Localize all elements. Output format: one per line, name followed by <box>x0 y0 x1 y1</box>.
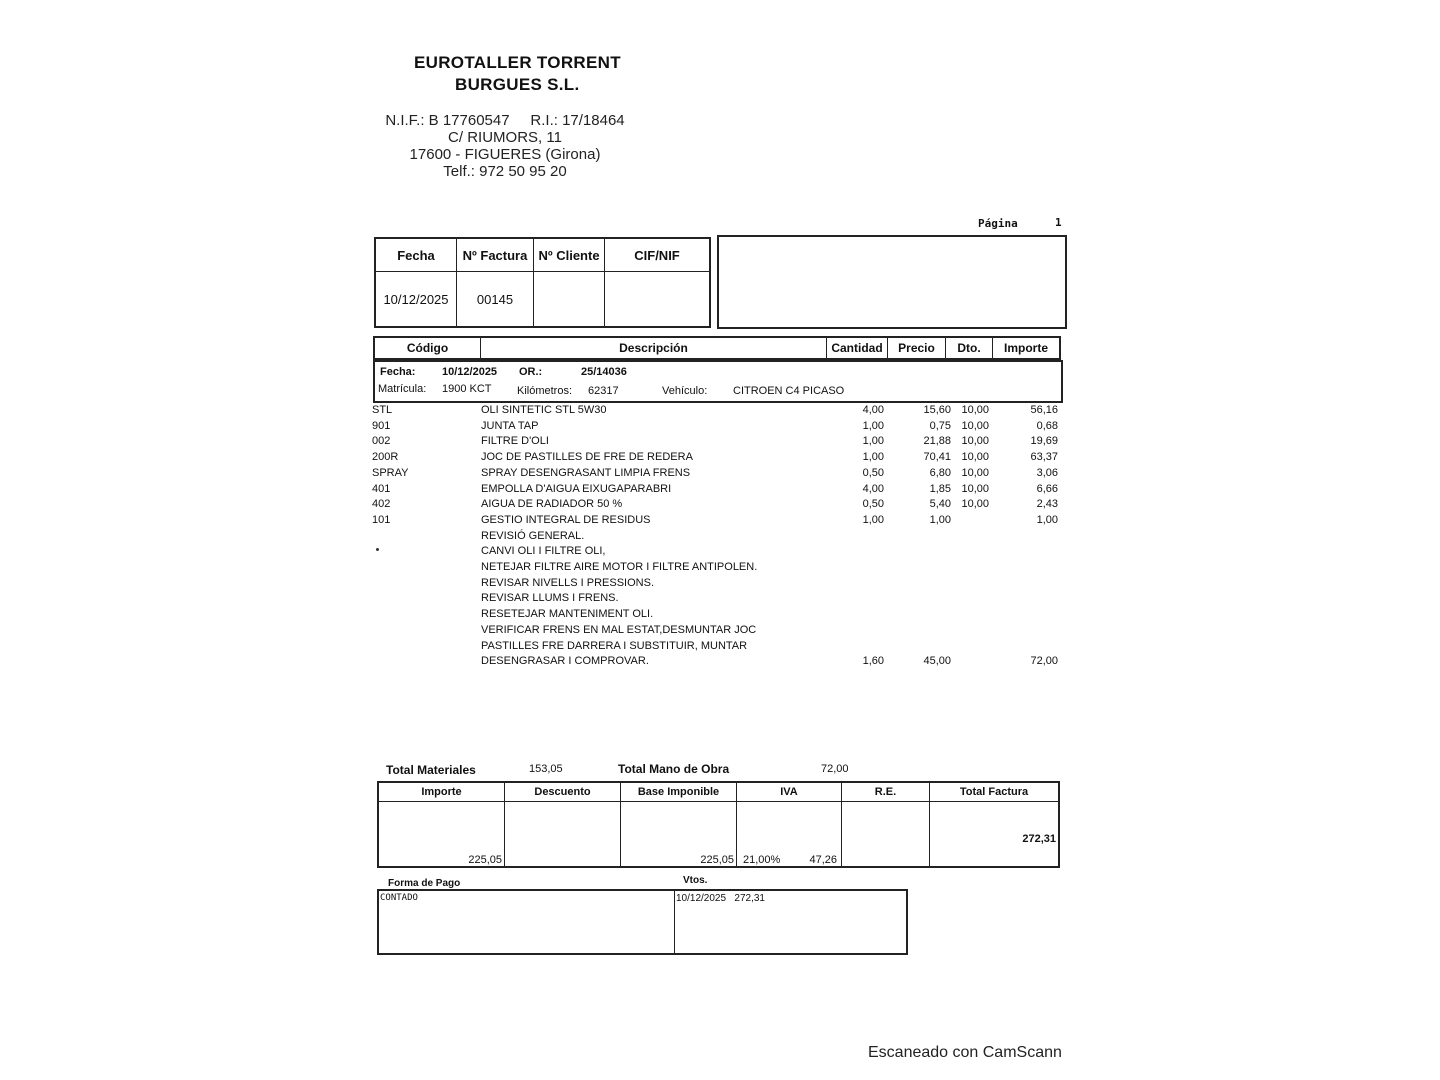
importe-value: 225,05 <box>378 802 505 868</box>
line-dto: 10,00 <box>961 498 989 511</box>
company-name-line1: EUROTALLER TORRENT <box>414 53 621 72</box>
line-amount: 1,00 <box>1036 513 1058 526</box>
line-amount: 56,16 <box>1030 404 1058 416</box>
line-desc: SPRAY DESENGRASANT LIMPIA FRENS <box>481 466 691 479</box>
line-desc: DESENGRASAR I COMPROVAR. <box>481 655 649 668</box>
factura-label: Nº Factura <box>457 238 534 272</box>
vto-cell <box>675 890 908 954</box>
company-name-line2: BURGUES S.L. <box>455 75 580 94</box>
re-label: R.E. <box>842 782 930 802</box>
line-desc: OLI SINTETIC STL 5W30 <box>481 404 607 416</box>
line-desc: REVISAR LLUMS I FRENS. <box>481 592 619 605</box>
col-dto: Dto. <box>946 337 993 359</box>
col-cantidad: Cantidad <box>827 337 888 359</box>
veh-km: 62317 <box>588 385 619 397</box>
scanner-watermark: Escaneado con CamScann <box>868 1044 1062 1061</box>
total-mano-obra: 72,00 <box>821 763 849 775</box>
line-code: SPRAY <box>372 466 409 479</box>
payment-table <box>377 889 908 955</box>
col-precio: Precio <box>888 337 946 359</box>
line-qty: 1,60 <box>862 655 884 668</box>
veh-vehiculo-label: Vehículo: <box>662 385 708 397</box>
line-code: 402 <box>372 498 391 511</box>
factura-value: 00145 <box>457 272 534 328</box>
line-desc: EMPOLLA D'AIGUA EIXUGAPARABRI <box>481 482 672 495</box>
line-qty: 1,00 <box>862 513 884 526</box>
line-amount: 0,68 <box>1036 419 1058 432</box>
line-price: 1,85 <box>929 482 951 495</box>
line-qty: 4,00 <box>862 482 884 495</box>
total-materiales: 153,05 <box>529 763 563 775</box>
line-code: 200R <box>372 451 399 464</box>
line-dto: 10,00 <box>961 466 989 479</box>
line-price: 45,00 <box>923 655 951 668</box>
line-qty: 1,00 <box>862 419 884 432</box>
iva-percent: 21,00% <box>743 854 781 866</box>
fecha-label: Fecha <box>375 238 457 272</box>
vtos-label: Vtos. <box>683 875 708 886</box>
line-code: 002 <box>372 435 391 448</box>
veh-fecha: 10/12/2025 <box>442 366 498 378</box>
line-desc: AIGUA DE RADIADOR 50 % <box>481 498 623 511</box>
line-amount: 72,00 <box>1030 655 1058 668</box>
line-qty: 4,00 <box>862 404 884 416</box>
line-code: 401 <box>372 482 391 495</box>
line-qty: 0,50 <box>862 466 884 479</box>
line-dto: 10,00 <box>961 404 989 416</box>
descuento-label: Descuento <box>505 782 621 802</box>
line-desc: RESETEJAR MANTENIMENT OLI. <box>481 608 654 621</box>
cliente-value <box>534 272 605 328</box>
forma-pago-label: Forma de Pago <box>388 878 461 889</box>
line-desc: JOC DE PASTILLES DE FRE DE REDERA <box>481 451 693 464</box>
line-code: STL <box>372 404 393 416</box>
line-desc: REVISIÓ GENERAL. <box>481 529 585 542</box>
veh-or-label: OR.: <box>519 366 543 378</box>
scan-mark <box>376 548 379 551</box>
line-price: 5,40 <box>929 498 951 511</box>
line-dto: 10,00 <box>961 482 989 495</box>
vto-amount: 272,31 <box>734 893 765 904</box>
page-label: Página <box>978 217 1018 230</box>
veh-or: 25/14036 <box>581 366 627 378</box>
line-desc: VERIFICAR FRENS EN MAL ESTAT,DESMUNTAR JOC <box>481 623 757 636</box>
line-amount: 3,06 <box>1036 466 1058 479</box>
veh-fecha-label: Fecha: <box>380 366 416 378</box>
line-price: 15,60 <box>923 404 951 416</box>
company-address <box>380 112 630 180</box>
lines-column-header <box>373 336 1061 360</box>
col-importe: Importe <box>993 337 1061 359</box>
line-amount: 6,66 <box>1036 482 1058 495</box>
company-phone: Telf.: 972 50 95 20 <box>443 163 567 180</box>
line-price: 21,88 <box>923 435 951 448</box>
descuento-value <box>505 802 621 868</box>
line-amount: 19,69 <box>1030 435 1058 448</box>
line-price: 1,00 <box>929 513 951 526</box>
forma-pago-value: CONTADO <box>378 890 675 954</box>
line-desc: PASTILLES FRE DARRERA I SUBSTITUIR, MUNTAR <box>481 639 748 652</box>
line-amount: 63,37 <box>1030 451 1058 464</box>
base-value: 225,05 <box>621 802 737 868</box>
total-label: Total Factura <box>930 782 1060 802</box>
line-desc: FILTRE D'OLI <box>481 435 549 448</box>
col-codigo: Código <box>374 337 481 359</box>
veh-km-label: Kilómetros: <box>517 385 573 397</box>
line-code: 901 <box>372 419 391 432</box>
veh-matricula-label: Matrícula: <box>378 383 427 395</box>
iva-label: IVA <box>737 782 842 802</box>
line-dto: 10,00 <box>961 435 989 448</box>
totals-table <box>377 781 1060 868</box>
line-desc: CANVI OLI I FILTRE OLI, <box>481 545 606 558</box>
line-desc: GESTIO INTEGRAL DE RESIDUS <box>481 513 651 526</box>
line-dto: 10,00 <box>961 451 989 464</box>
line-desc: JUNTA TAP <box>481 419 539 432</box>
line-desc: NETEJAR FILTRE AIRE MOTOR I FILTRE ANTIPOLEN. <box>481 561 758 573</box>
base-label: Base Imponible <box>621 782 737 802</box>
line-desc: REVISAR NIVELLS I PRESSIONS. <box>481 576 655 589</box>
line-qty: 1,00 <box>862 435 884 448</box>
line-code: 101 <box>372 513 391 526</box>
veh-matricula: 1900 KCT <box>442 383 492 395</box>
total-mano-obra-label: Total Mano de Obra <box>618 762 730 776</box>
line-price: 6,80 <box>929 466 951 479</box>
iva-cell <box>737 802 842 868</box>
line-price: 70,41 <box>923 451 951 464</box>
veh-vehiculo: CITROEN C4 PICASO <box>733 385 845 397</box>
company-city: 17600 - FIGUERES (Girona) <box>409 146 601 163</box>
line-dto: 10,00 <box>961 419 989 432</box>
line-qty: 0,50 <box>862 498 884 511</box>
line-price: 0,75 <box>929 419 951 432</box>
company-street: C/ RIUMORS, 11 <box>448 129 562 146</box>
total-value: 272,31 <box>930 802 1060 868</box>
line-amount: 2,43 <box>1036 498 1058 511</box>
vto-date: 10/12/2025 <box>676 893 727 904</box>
company-nif: N.I.F.: B 17760547 R.I.: 17/18464 <box>385 112 625 129</box>
invoice-header-table <box>374 237 711 328</box>
line-qty: 1,00 <box>862 451 884 464</box>
page-number: 1 <box>1055 216 1062 229</box>
company-name <box>414 52 654 96</box>
col-descripcion: Descripción <box>481 337 827 359</box>
fecha-value: 10/12/2025 <box>375 272 457 328</box>
re-value <box>842 802 930 868</box>
cif-label: CIF/NIF <box>605 238 711 272</box>
total-materiales-label: Total Materiales <box>386 763 476 777</box>
iva-value: 47,26 <box>809 854 837 866</box>
cif-value <box>605 272 711 328</box>
cliente-label: Nº Cliente <box>534 238 605 272</box>
customer-address-box <box>717 235 1067 329</box>
vehicle-info-box <box>373 360 1063 403</box>
importe-label: Importe <box>378 782 505 802</box>
